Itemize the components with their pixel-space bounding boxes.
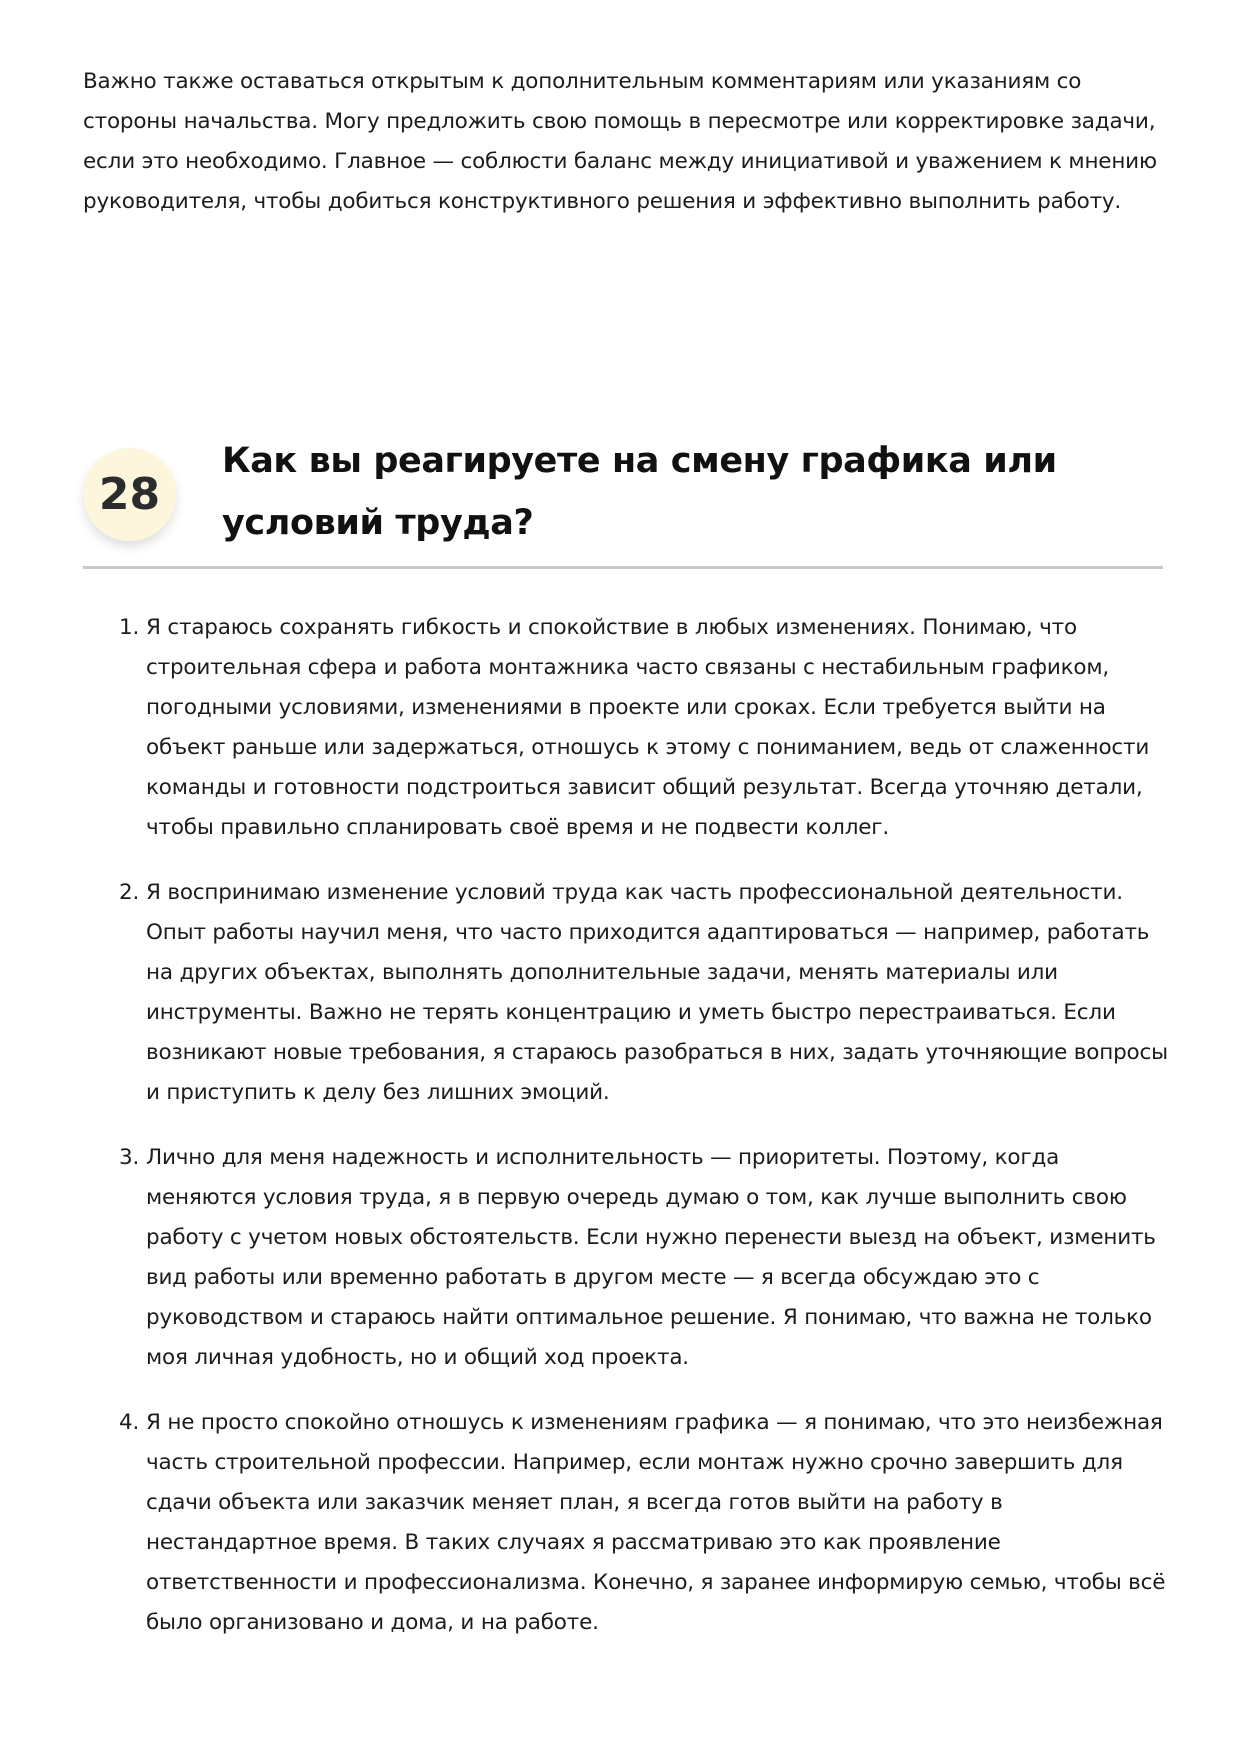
answer-text: Лично для меня надежность и исполнительность — приоритеты. Поэтому, когда меняются условия труда, я в первую очередь думаю о том, как лучше выполнить свою работу с учетом новых обстоятельств. Если нужно перенести выезд на объект, изменить вид работы или временно работать в другом месте — я всегда обсуждаю это с руководством и стараюсь найти оптимальное решение. Я понимаю, что важна не только моя личная удобность, но и общий ход проекта. bbox=[146, 1145, 1156, 1370]
intro-paragraph: Важно также оставаться открытым к дополнительным комментариям или указаниям со стороны начальства. Могу предложить свою помощь в пересмотре или корректировке задачи, если это необходимо. Главное — соблюсти баланс между инициативой и уважением к мнению руководителя, чтобы добиться конструктивного решения и эффективно выполнить работу. bbox=[83, 69, 1157, 214]
section-header bbox=[83, 430, 1163, 569]
answer-number: 3. bbox=[119, 1145, 140, 1170]
answer-number: 1. bbox=[119, 615, 140, 640]
answer-text: Я воспринимаю изменение условий труда как часть профессиональной деятельности. Опыт работы научил меня, что часто приходится адаптироваться — например, работать на других объектах, выполнять дополнительные задачи, менять материалы или инструменты. Важно не терять концентрацию и уметь быстро перестраиваться. Если возникают новые требования, я стараюсь разобраться в них, задать уточняющие вопросы и приступить к делу без лишних эмоций. bbox=[146, 880, 1168, 1105]
question-number-badge: 28 bbox=[83, 448, 176, 541]
answer-number: 2. bbox=[119, 880, 140, 905]
answer-list bbox=[83, 608, 1173, 1668]
answer-item-1 bbox=[83, 608, 1173, 848]
question-title: Как вы реагируете на смену графика или условий труда? bbox=[222, 441, 1057, 543]
answer-item-4 bbox=[83, 1403, 1173, 1643]
answer-text: Я не просто спокойно отношусь к изменениям графика — я понимаю, что это неизбежная часть строительной профессии. Например, если монтаж нужно срочно завершить для сдачи объекта или заказчик меняет план, я всегда готов выйти на работу в нестандартное время. В таких случаях я рассматриваю это как проявление ответственности и профессионализма. Конечно, я заранее информирую семью, чтобы всё было организовано и дома, и на работе. bbox=[146, 1410, 1166, 1635]
answer-item-3 bbox=[83, 1138, 1173, 1378]
answer-item-2 bbox=[83, 873, 1173, 1113]
answer-number: 4. bbox=[119, 1410, 140, 1435]
answer-text: Я стараюсь сохранять гибкость и спокойствие в любых изменениях. Понимаю, что строительная сфера и работа монтажника часто связаны с нестабильным графиком, погодными условиями, изменениями в проекте или сроках. Если требуется выйти на объект раньше или задержаться, отношусь к этому с пониманием, ведь от слаженности команды и готовности подстроиться зависит общий результат. Всегда уточняю детали, чтобы правильно спланировать своё время и не подвести коллег. bbox=[146, 615, 1150, 840]
